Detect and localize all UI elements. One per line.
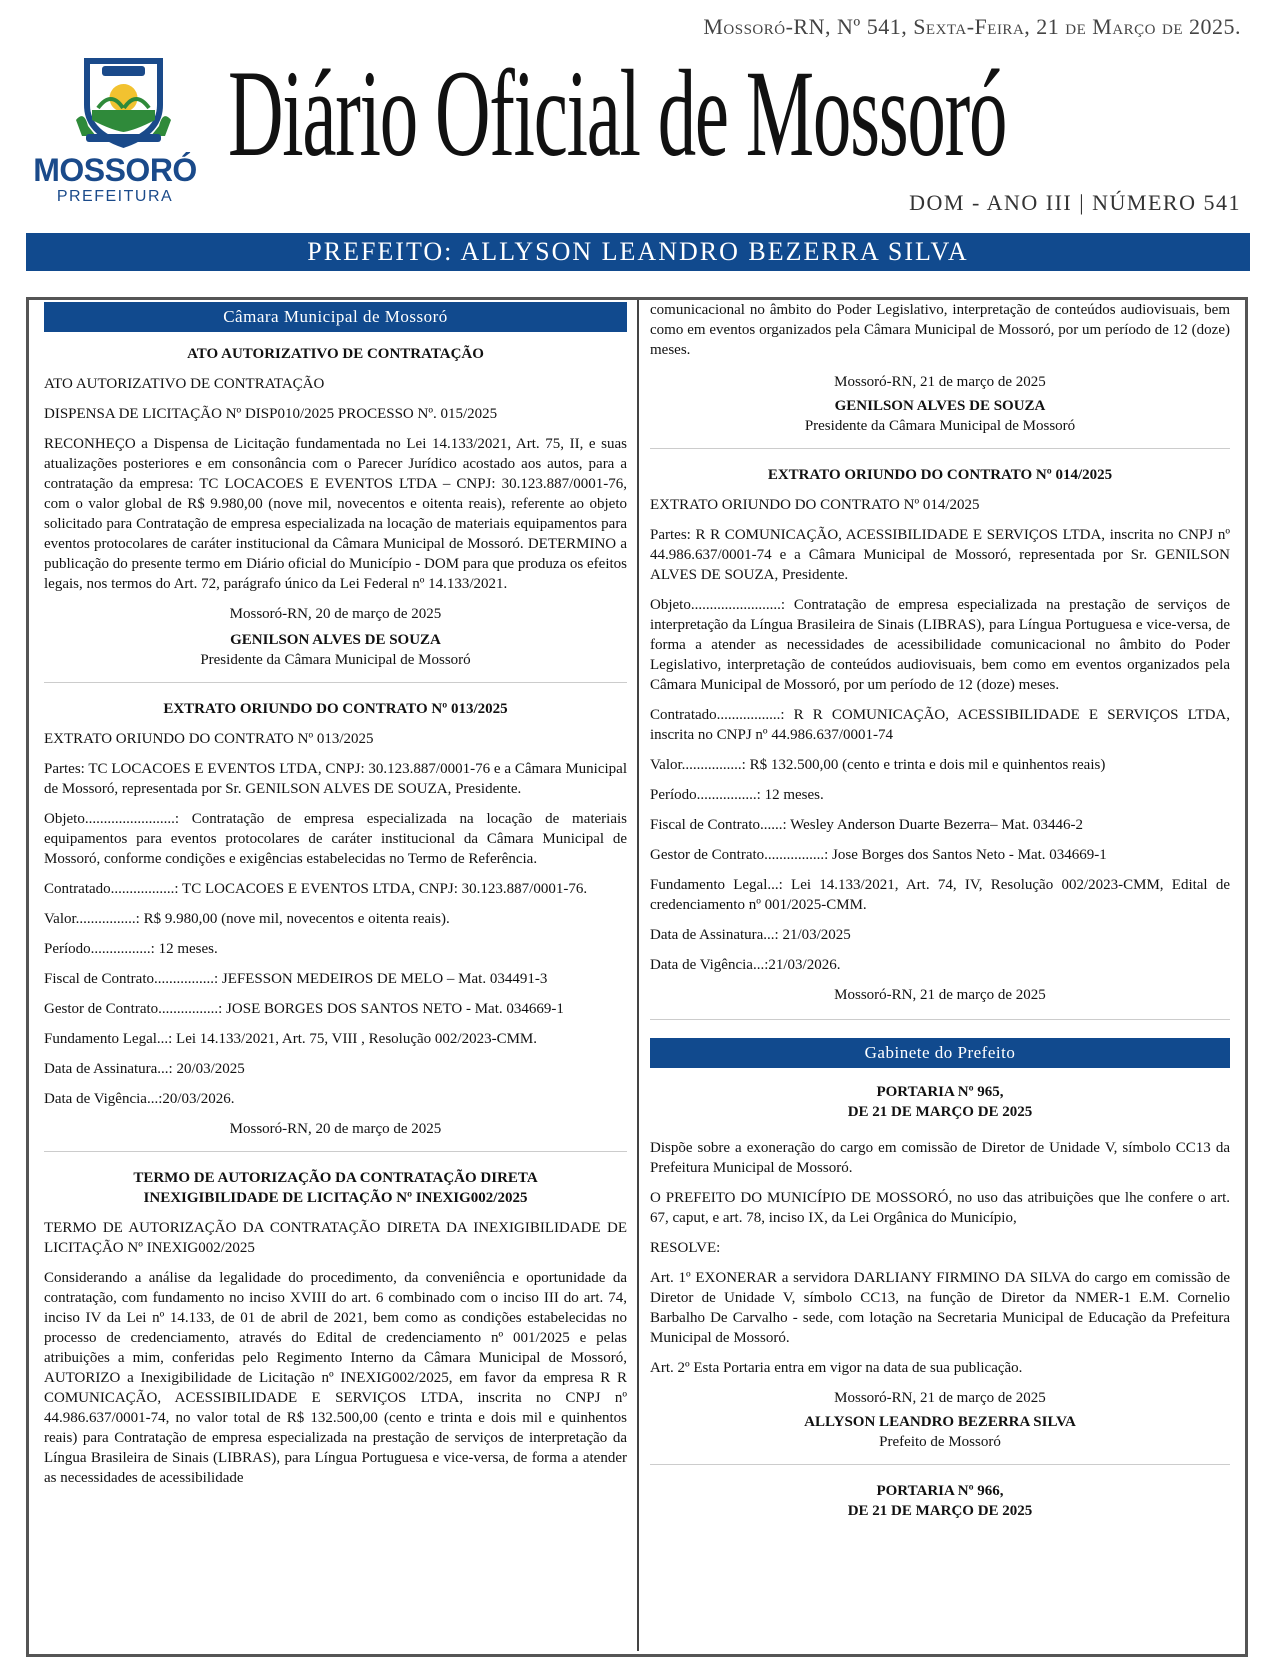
extrato013-title: EXTRATO ORIUNDO DO CONTRATO Nº 013/2025 [163,701,508,717]
extrato014-assinatura: Data de Assinatura...: 21/03/2025 [650,927,851,943]
extrato013-date: Mossoró-RN, 20 de março de 2025 [229,1121,442,1137]
extrato013-fundamento: Fundamento Legal...: Lei 14.133/2021, Art. 75, VIII , Resolução 002/2023-CMM. [44,1031,538,1047]
extrato014-subtitle: EXTRATO ORIUNDO DO CONTRATO Nº 014/2025 [650,497,980,513]
masthead-title: Diário Oficial de Mossoró [228,45,1007,182]
extrato013-vigencia: Data de Vigência...:20/03/2026. [44,1091,235,1107]
coat-of-arms-icon [76,50,171,150]
extrato014-date: Mossoró-RN, 21 de março de 2025 [834,987,1046,1003]
ato-body: RECONHEÇO a Dispensa de Licitação fundamentada no Lei 14.133/2021, Art. 75, II, e suas atualizações posteriores e em consonância com o Parecer Jurídico acostado aos autos, para a contratação da empresa: TC LOCACOES E EVENTOS LTDA – CNPJ: 30.123.887/0001-76, com o valor global de R$ 9.980,00 (nove mil, novecentos e oitenta reais), referente ao objeto solicitado para Contratação de empresa especializada na locação de materiais equipamentos para eventos protocolares de caráter institucional da Câmara Municipal de Mossoró. DETERMINO a publicação do presente termo em Diário oficial do Município - DOM para que produza os efeitos legais, nos termos do Art. 72, parágrafo único da Lei Federal nº 14.133/2021. [44,436,627,592]
right-column [650,300,1230,1521]
left-column [44,300,627,1488]
termo-subtitle: TERMO DE AUTORIZAÇÃO DA CONTRATAÇÃO DIRETA DA INEXIGIBILIDADE DE LICITAÇÃO Nº INEXIG002/2025 [44,1220,627,1256]
extrato014-contratado: Contratado.................: R R COMUNICAÇÃO, ACESSIBILIDADE E SERVIÇOS LTDA, inscrita no CNPJ nº 44.986.637/0001-74 [650,707,1230,743]
issue-number: DOM - ANO III | NÚMERO 541 [909,190,1241,215]
termo-title-line1: TERMO DE AUTORIZAÇÃO DA CONTRATAÇÃO DIRETA [133,1170,538,1186]
portaria965-date: Mossoró-RN, 21 de março de 2025 [834,1390,1046,1406]
extrato013-objeto: Objeto........................: Contratação de empresa especializada na locação de materiais equipamentos para eventos protocolares de caráter institucional da Câmara Municipal de Mossoró, conforme condições e exigências estabelecidas no Termo de Referência. [44,811,627,867]
ato-signer-role: Presidente da Câmara Municipal de Mossoró [200,652,471,668]
portaria966-title-line2: DE 21 DE MARÇO DE 2025 [847,1503,1033,1519]
issue-date-line: Mossoró-RN, Nº 541, Sexta-Feira, 21 de Março de 2025. [703,14,1241,39]
extrato014-vigencia: Data de Vigência...:21/03/2026. [650,957,841,973]
logo-wordmark: MOSSORÓ [33,152,197,188]
extrato013-contratado: Contratado.................: TC LOCACOES E EVENTOS LTDA, CNPJ: 30.123.887/0001-76. [44,881,588,897]
section-header-gabinete: Gabinete do Prefeito [650,1038,1230,1068]
extrato013-partes: Partes: TC LOCACOES E EVENTOS LTDA, CNPJ: 30.123.887/0001-76 e a Câmara Municipal de Mossoró, representada por Sr. GENILSON ALVES DE SOUZA, Presidente. [44,761,627,797]
portaria965-ementa: Dispõe sobre a exoneração do cargo em comissão de Diretor de Unidade V, símbolo CC13 da Prefeitura Municipal de Mossoró. [650,1140,1230,1176]
ato-date: Mossoró-RN, 20 de março de 2025 [229,606,442,622]
portaria966-title-line1: PORTARIA Nº 966, [876,1483,1004,1499]
portaria965-signer-role: Prefeito de Mossoró [879,1434,1001,1450]
extrato013-subtitle: EXTRATO ORIUNDO DO CONTRATO Nº 013/2025 [44,731,374,747]
ato-title: ATO AUTORIZATIVO DE CONTRATAÇÃO [187,346,484,362]
portaria965-title-line1: PORTARIA Nº 965, [876,1084,1004,1100]
portaria965-preambulo: O PREFEITO DO MUNICÍPIO DE MOSSORÓ, no uso das atribuições que lhe confere o art. 67, caput, e art. 78, inciso IX, da Lei Orgânica do Município, [650,1190,1230,1226]
extrato014-fiscal: Fiscal de Contrato......: Wesley Anderson Duarte Bezerra– Mat. 03446-2 [650,817,1083,833]
extrato014-periodo: Período................: 12 meses. [650,787,824,803]
termo-title-line2: INEXIGIBILIDADE DE LICITAÇÃO Nº INEXIG002/2025 [143,1190,528,1206]
mayor-banner: PREFEITO: ALLYSON LEANDRO BEZERRA SILVA [26,233,1250,271]
extrato014-valor: Valor................: R$ 132.500,00 (cento e trinta e dois mil e quinhentos reais) [650,757,1106,773]
extrato013-assinatura: Data de Assinatura...: 20/03/2025 [44,1061,245,1077]
logo-subtitle: PREFEITURA [56,188,174,205]
portaria965-resolve: RESOLVE: [650,1240,721,1256]
termo-signer-role: Presidente da Câmara Municipal de Mossoró [804,418,1076,434]
extrato013-valor: Valor................: R$ 9.980,00 (nove mil, novecentos e oitenta reais). [44,911,450,927]
termo-continuation: comunicacional no âmbito do Poder Legislativo, interpretação de conteúdos audiovisuais, bem como em eventos organizados pela Câmara Municipal de Mossoró, por um período de 12 (doze) meses. [650,302,1230,358]
extrato014-partes: Partes: R R COMUNICAÇÃO, ACESSIBILIDADE E SERVIÇOS LTDA, inscrita no CNPJ nº 44.986.637/0001-74 e a Câmara Municipal de Mossoró, representada por Sr. GENILSON ALVES DE SOUZA, Presidente. [650,527,1230,583]
extrato013-periodo: Período................: 12 meses. [44,941,218,957]
column-divider [637,300,639,1651]
portaria965-art2: Art. 2º Esta Portaria entra em vigor na data de sua publicação. [650,1360,1023,1376]
termo-date: Mossoró-RN, 21 de março de 2025 [834,374,1046,390]
portaria965-title-line2: DE 21 DE MARÇO DE 2025 [847,1104,1033,1120]
termo-signer: GENILSON ALVES DE SOUZA [834,398,1046,414]
extrato014-title: EXTRATO ORIUNDO DO CONTRATO Nº 014/2025 [767,467,1113,483]
extrato013-gestor: Gestor de Contrato................: JOSE BORGES DOS SANTOS NETO - Mat. 034669-1 [44,1001,564,1017]
extrato014-objeto: Objeto........................: Contratação de empresa especializada na prestação de serviços de interpretação da Língua Brasileira de Sinais (LIBRAS), para Língua Portuguesa e vice-versa, de forma a atender as necessidades de acessibilidade comunicacional no âmbito do Poder Legislativo, interpretação de conteúdos audiovisuais, bem como em eventos organizados pela Câmara Municipal de Mossoró, por um período de 12 (doze) meses. [650,597,1230,693]
extrato013-fiscal: Fiscal de Contrato................: JEFESSON MEDEIROS DE MELO – Mat. 034491-3 [44,971,548,987]
ato-signer: GENILSON ALVES DE SOUZA [230,632,441,648]
ato-dispensa: DISPENSA DE LICITAÇÃO Nº DISP010/2025 PROCESSO Nº. 015/2025 [44,406,498,422]
extrato014-gestor: Gestor de Contrato................: Jose Borges dos Santos Neto - Mat. 034669-1 [650,847,1107,863]
prefeitura-logo [26,50,206,210]
section-header-camara: Câmara Municipal de Mossoró [44,302,627,332]
portaria965-art1: Art. 1º EXONERAR a servidora DARLIANY FIRMINO DA SILVA do cargo em comissão de Diretor de Unidade V, símbolo CC13, na função de Diretor da NMER-1 E.M. Cornelio Barbalho De Carvalho - sede, com lotação na Secretaria Municipal de Educação da Prefeitura Municipal de Mossoró. [650,1270,1230,1346]
ato-subtitle: ATO AUTORIZATIVO DE CONTRATAÇÃO [44,376,325,392]
termo-body: Considerando a análise da legalidade do procedimento, da conveniência e oportunidade da contratação, com fundamento no inciso XVIII do art. 6 combinado com o inciso III do art. 74, inciso IV da Lei nº 14.133, de 01 de abril de 2021, bem como as condições estabelecidas no processo de credenciamento, através do Edital de credenciamento nº 001/2025 e pelas atribuições a mim, conferidas pelo Regimento Interno da Câmara Municipal de Mossoró, AUTORIZO a Inexigibilidade de Licitação nº INEXIG002/2025, em favor da empresa R R COMUNICAÇÃO, ACESSIBILIDADE E SERVIÇOS LTDA, inscrita no CNPJ nº 44.986.637/0001-74, no valor total de R$ 132.500,00 (cento e trinta e dois mil e quinhentos reais) para Contratação de empresa especializada na prestação de serviços de interpretação da Língua Brasileira de Sinais (LIBRAS), para Língua Portuguesa e vice-versa, de forma a atender as necessidades de acessibilidade [44,1270,627,1486]
extrato014-fundamento: Fundamento Legal...: Lei 14.133/2021, Art. 74, IV, Resolução 002/2023-CMM, Edital de credenciamento nº 001/2025-CMM. [650,877,1230,913]
portaria965-signer: ALLYSON LEANDRO BEZERRA SILVA [804,1414,1076,1430]
